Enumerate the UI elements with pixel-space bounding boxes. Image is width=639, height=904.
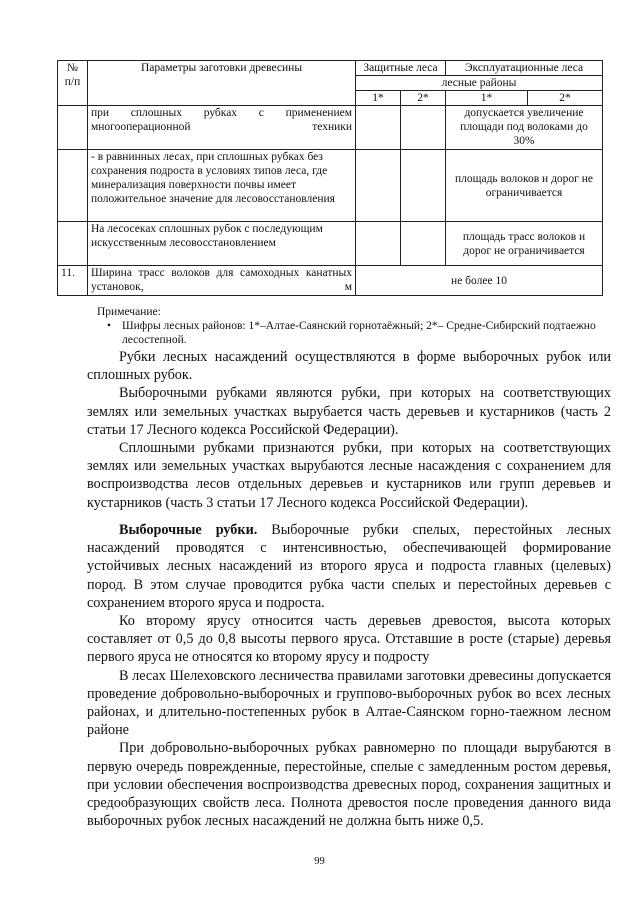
subheader-cell: 1*	[356, 91, 401, 106]
subheader-cell: 1*	[446, 91, 528, 106]
table-row	[58, 266, 603, 296]
section-heading: Выборочные рубки.	[119, 522, 258, 538]
paragraph: Выборочными рубками являются рубки, при которых на соответствующих землях или земельных участках вырубается часть деревьев и кустарников (часть 2 статьи 17 Лесного кодекса Российской Федерации).	[87, 385, 611, 438]
table-row	[58, 106, 603, 150]
header-num: № п/п	[58, 61, 88, 106]
paragraph: Сплошными рубками признаются рубки, при которых на соответствующих землях или земельных участках вырубаются лесные насаждения с сохранением для воспроизводства лесов отдельных деревьев и кустарников или групп деревьев и кустарников (часть 3 статьи 17 Лесного кодекса Российской Федерации).	[87, 440, 611, 511]
header-protective: Защитные леса	[356, 61, 446, 76]
parameters-table	[57, 60, 603, 296]
row-text: Ширина трасс волоков для самоходных канатных установок, м	[88, 266, 356, 296]
note-title: Примечание:	[97, 306, 161, 318]
subheader-cell: 2*	[528, 91, 603, 106]
row-text: - в равнинных лесах, при сплошных рубках без сохранения подроста в условиях типов леса, где минерализация поверхности почвы имеет положительное значение для лесовосстановления	[88, 150, 356, 222]
paragraph-text: Выборочные рубки спелых, перестойных лесных насаждений проводятся с интенсивностью, обеспечивающей формирование устойчивых лесных насаждений из второго яруса и подроста главных (целевых) пород. В этом случае проводится рубка части спелых и перестойных деревьев с сохранением второго яруса и подроста.	[87, 522, 611, 611]
paragraph: При добровольно-выборочных рубках равномерно по площади вырубаются в первую очередь поврежденные, перестойные, спелые с замедленным ростом деревья, при условии обеспечения воспроизводства древесных пород, сохранения защитных и средообразующих свойств леса. Полнота древостоя после проведения данного вида выборочных рубок лесных насаждений не должна быть ниже 0,5.	[87, 740, 611, 830]
header-forest-regions: лесные районы	[356, 76, 603, 91]
row-num	[58, 106, 88, 150]
row-num	[58, 150, 88, 222]
paragraph: Ко второму ярусу относится часть деревьев древостоя, высота которых составляет от 0,5 до 0,8 высоты первого яруса. Отставшие в росте (старые) деревья первого яруса не относятся ко второму ярусу и подросту	[87, 613, 611, 666]
bullet-icon: •	[107, 320, 112, 332]
table-row	[58, 222, 603, 266]
page-number: 99	[314, 856, 325, 867]
intro-paragraphs	[87, 348, 611, 512]
paragraph	[87, 521, 611, 612]
table-row	[58, 150, 603, 222]
row-num	[58, 222, 88, 266]
row-text: На лесосеках сплошных рубок с последующим искусственным лесовосстановлением	[88, 222, 356, 266]
subheader-cell: 2*	[401, 91, 446, 106]
row-value: площадь волоков и дорог не ограничивается	[446, 150, 603, 222]
header-params: Параметры заготовки древесины	[88, 61, 356, 106]
note-bullet-text: Шифры лесных районов: 1*–Алтае-Саянский горнотаёжный; 2*– Средне-Сибирский подтаежно лесостепной.	[122, 320, 596, 346]
row-value: площадь трасс волоков и дорог не ограничивается	[446, 222, 603, 266]
row-text: при сплошных рубках с применением многооперационной техники	[88, 106, 356, 150]
row-num: 11.	[58, 266, 88, 296]
row-value: не более 10	[356, 266, 603, 296]
paragraph: В лесах Шелеховского лесничества правилами заготовки древесины допускается проведение добровольно-выборочных и группово-выборочных рубок во всех лесных районах, и длительно-постепенных рубок в Алтае-Саянском горно-таежном лесном районе	[87, 667, 611, 739]
header-exploitation: Эксплуатационные леса	[446, 61, 603, 76]
row-value: допускается увеличение площади под волоками до 30%	[446, 106, 603, 150]
note-bullet	[107, 319, 612, 347]
paragraph: Рубки лесных насаждений осуществляются в форме выборочных рубок или сплошных рубок.	[87, 349, 611, 384]
selective-section	[87, 521, 611, 830]
